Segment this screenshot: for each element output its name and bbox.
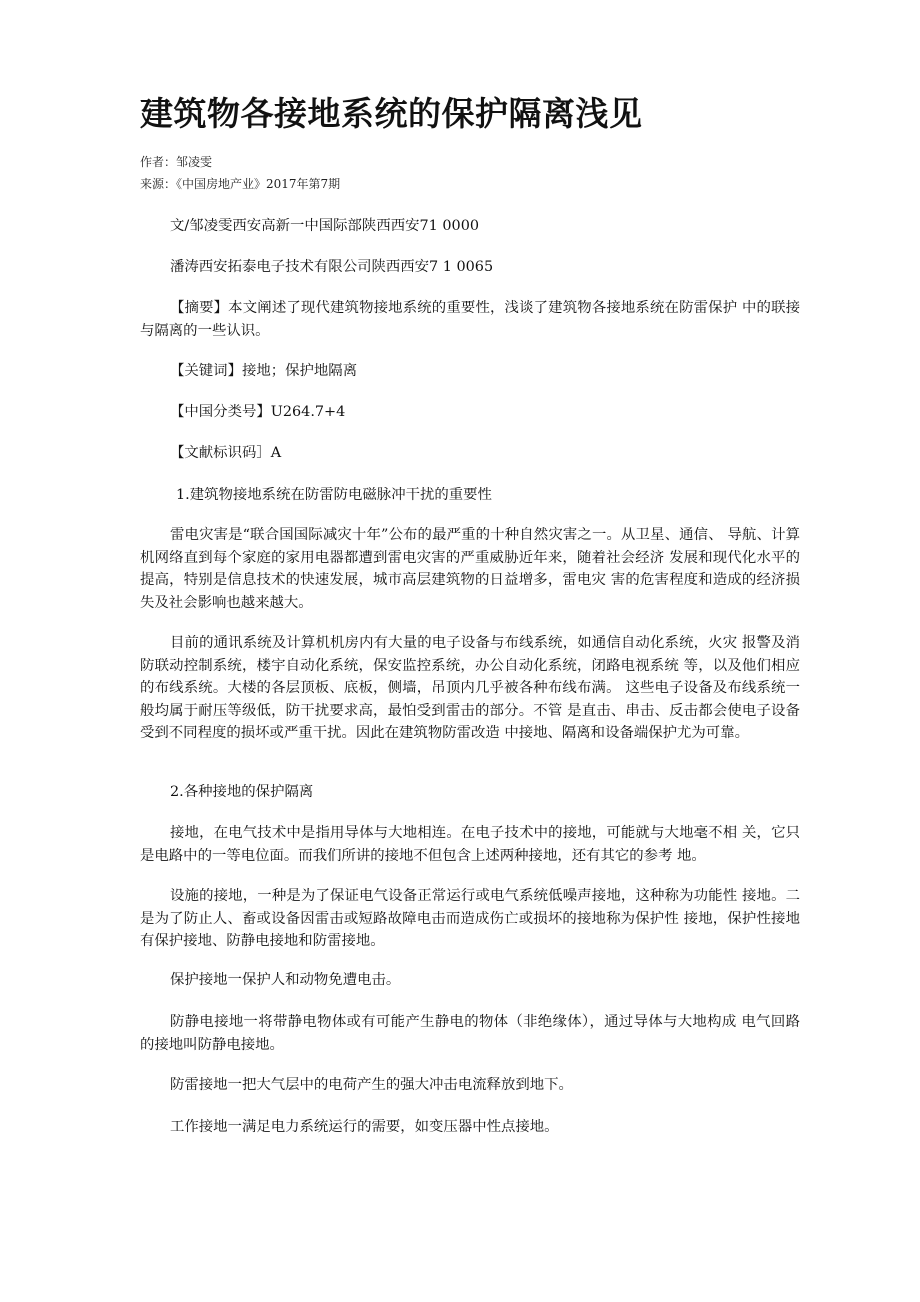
body-paragraph-1: 雷电灾害是“联合国国际减灾十年”公布的最严重的十种自然灾害之一。从卫星、通信、 导航、计算机网络直到每个家庭的家用电器都遭到雷电灾害的严重威胁近年来，随着社会经济 发展和现代化水平的提高，特别是信息技术的快速发展，城市高层建筑物的日益增多，雷电灾 害的危害程度和造成的经济损失及社会影响也越来越大。 — [140, 527, 800, 611]
author-affiliation-1: 文/邹凌雯西安高新一中国际部陕西西安71 0000 — [170, 218, 479, 234]
keywords-line: 【关键词】接地；保护地隔离 — [170, 363, 358, 379]
document-title: 建筑物各接地系统的保护隔离浅见 — [140, 94, 643, 133]
body-paragraph-8: 工作接地一满足电力系统运行的需要，如变压器中性点接地。 — [170, 1119, 559, 1135]
body-paragraph-6: 防静电接地一将带静电物体或有可能产生静电的物体（非绝缘体），通过导体与大地构成 电气回路的接地叫防静电接地。 — [140, 1014, 800, 1053]
section-heading-2: 2.各种接地的保护隔离 — [170, 784, 314, 800]
source-line: 来源：《中国房地产业》2017年第7期 — [140, 177, 341, 191]
author-line: 作者：邹凌雯 — [140, 155, 213, 169]
classification-line: 【中国分类号】U264.7+4 — [170, 404, 346, 420]
section-heading-1: 1.建筑物接地系统在防雷防电磁脉冲干扰的重要性 — [176, 487, 492, 503]
abstract-paragraph: 【摘要】本文阐述了现代建筑物接地系统的重要性，浅谈了建筑物各接地系统在防雷保护 中的联接与隔离的一些认识。 — [140, 300, 800, 339]
document-code-line: 【文献标识码］A — [170, 445, 282, 461]
body-paragraph-3: 接地，在电气技术中是指用导体与大地相连。在电子技术中的接地，可能就与大地毫不相 关，它只是电路中的一等电位面。而我们所讲的接地不但包含上述两种接地，还有其它的参考 地。 — [140, 825, 800, 864]
body-paragraph-4: 设施的接地，一种是为了保证电气设备正常运行或电气系统低噪声接地，这种称为功能性 接地。二是为了防止人、畜或设备因雷击或短路故障电击而造成伤亡或损坏的接地称为保护性 接地，保护性接地有保护接地、防静电接地和防雷接地。 — [140, 888, 800, 949]
body-paragraph-7: 防雷接地一把大气层中的电荷产生的强大冲击电流释放到地下。 — [170, 1077, 573, 1093]
body-paragraph-5: 保护接地一保护人和动物免遭电击。 — [170, 972, 401, 988]
author-affiliation-2: 潘涛西安拓泰电子技术有限公司陕西西安7 1 0065 — [170, 259, 494, 275]
body-paragraph-2: 目前的通讯系统及计算机机房内有大量的电子设备与布线系统，如通信自动化系统，火灾 报警及消防联动控制系统，楼宇自动化系统，保安监控系统，办公自动化系统，闭路电视系统 等，以及他们相应的布线系统。大楼的各层顶板、底板，侧墙，吊顶内几乎被各种布线布满。 这些电子设备及布线系统一般均属于耐压等级低，防干扰要求高，最怕受到雷击的部分。不管 是直击、串击、反击都会使电子设备受到不同程度的损坏或严重干扰。因此在建筑物防雷改造 中接地、隔离和设备端保护尤为可靠。 — [140, 635, 800, 741]
